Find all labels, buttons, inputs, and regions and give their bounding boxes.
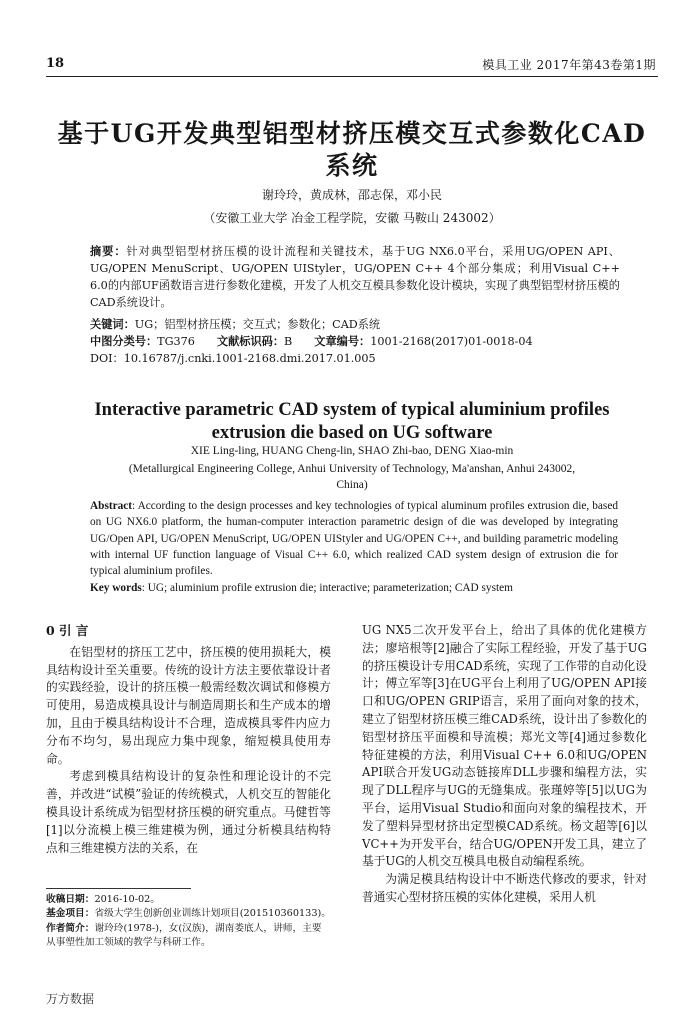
author-value: 谢玲玲(1978-)，女(汉族)，湖南娄底人，讲师，主要从事塑性加工领域的教学与科研工作。 — [46, 922, 322, 948]
doc-code-label: 文献标识码： — [216, 334, 285, 348]
body-paragraph: 在铝型材的挤压工艺中，挤压模的使用损耗大，模具结构设计至关重要。传统的设计方法主要依靠设计者的实践经验，设计的挤压模一般需经数次调试和修模方可使用，易造成模具设计与制造周期长和生产成本的增加，且由于模具结构设计不合理，造成模具零件内应力分布不均匀，易出现应力集中现象，缩短模具使用寿命。 — [46, 644, 331, 766]
body-paragraph: 为满足模具结构设计中不断迭代修改的要求，针对普通实心型材挤压模的实体化建模，采用人机 — [362, 872, 647, 904]
abstract-en-text: : According to the design processes and key technologies of typical aluminum profiles extrusion die, based on UG NX6.0 platform, the human-computer interaction parametric design of die was developed by integrating UG/Open API, UG/OPEN MenuScript, UG/OPEN UIStyler and UG/OPEN C++, and building parametric modeling with internal UF function language of Visual C++ 6.0, which realized CAD system design of extrusion die for typical aluminium profiles. — [90, 500, 618, 578]
footnote-fund — [46, 907, 331, 921]
footnotes — [46, 893, 331, 950]
classification-line — [90, 333, 650, 350]
body-column-right — [362, 622, 647, 907]
fund-label: 基金项目： — [46, 908, 95, 920]
keywords-cn-text: UG；铝型材挤压模；交互式；参数化；CAD系统 — [134, 318, 381, 331]
keywords-en-text: : UG; aluminium profile extrusion die; interactive; parameterization; CAD system — [141, 582, 513, 594]
article-no-value: 1001-2168(2017)01-0018-04 — [370, 335, 533, 348]
received-label: 收稿日期： — [46, 894, 95, 905]
keywords-en-label: Key words — [90, 582, 142, 594]
abstract-en-label: Abstract — [90, 500, 133, 512]
clc-label: 中图分类号： — [90, 334, 158, 348]
abstract-cn-label: 摘要： — [90, 244, 127, 258]
body-paragraph: UG NX5二次开发平台上，给出了具体的优化建模方法；廖培根等[2]融合了实际工程经验，开发了基于UG的挤压模设计专用CAD系统，实现了工作带的自动化设计；傅立军等[3]在UG平台上利用了UG/OPEN API接口和UG/OPEN GRIP语言，采用了面向对象的技术，建立了铝型材挤压模三维CAD系统，设计出了参数化的铝型材挤压平面模和导流模；郑光文等[4]通过参数化特征建模的方法，利用Visual C++ 6.0和UG/OPEN API联合开发UG动态链接库DLL步骤和编程方法，实现了DLL程序与UG的无缝集成。张瑾婷等[5]以UG为平台，运用Visual Studio和面向对象的编程技术，开发了塑料异型材挤出定型模CAD系统。杨文超等[6]以VC++为开发平台，结合UG/OPEN开发工具，建立了基于UG的人机交互模具电极自动编程系统。 — [362, 623, 647, 869]
footnote-author — [46, 922, 331, 951]
keywords-cn-label: 关键词： — [90, 317, 135, 331]
footnote-rule — [46, 888, 191, 889]
abstract-cn — [90, 243, 620, 311]
watermark: 万方数据 — [46, 992, 95, 1006]
page-number: 18 — [46, 56, 65, 71]
fund-value: 省级大学生创新创业训练计划项目(201510360133)。 — [94, 908, 331, 920]
section-heading: 0 引 言 — [46, 623, 89, 638]
affiliation-cn: （安徽工业大学 冶金工程学院，安徽 马鞍山 243002） — [203, 211, 501, 225]
title-en: Interactive parametric CAD system of typical aluminium profiles extrusion die based on UG software — [94, 400, 610, 443]
footnote-received — [46, 893, 331, 907]
body-paragraph: 考虑到模具结构设计的复杂性和理论设计的不完善，并改进“试模”验证的传统模式，人机交互的智能化模具设计系统成为铝型材挤压模的研究重点。马健哲等[1]以分流模上模三维建模为例，通过分析模具结构特点和三维建模方法的关系，在 — [46, 769, 331, 855]
keywords-cn — [90, 316, 620, 333]
journal-info: 模具工业 2017年第43卷第1期 — [482, 58, 656, 72]
clc-value: TG376 — [157, 335, 195, 348]
doc-code-value: B — [284, 335, 293, 348]
received-value: 2016-10-02。 — [94, 894, 160, 905]
abstract-en — [90, 498, 618, 579]
title-cn: 基于UG开发典型铝型材挤压模交互式参数化CAD系统 — [57, 119, 647, 180]
abstract-cn-text: 针对典型铝型材挤压模的设计流程和关键技术，基于UG NX6.0平台，采用UG/OPEN API、UG/OPEN MenuScript、UG/OPEN UIStyler，UG/OPEN C++ 4个部分集成；利用Visual C++ 6.0的内部UF函数语言进行参数化建模，开发了人机交互模具参数化设计模块，实现了典型铝型材挤压模的CAD系统设计。 — [90, 245, 620, 309]
keywords-en — [90, 580, 618, 596]
authors-cn: 谢玲玲，黄成林，邵志保，邓小民 — [261, 188, 442, 202]
authors-en: XIE Ling-ling, HUANG Cheng-lin, SHAO Zhi-bao, DENG Xiao-min — [190, 445, 514, 457]
doi: DOI：10.16787/j.cnki.1001-2168.dmi.2017.01.005 — [90, 352, 376, 365]
article-no-label: 文章编号： — [314, 334, 371, 348]
author-label: 作者简介： — [46, 922, 95, 934]
body-column-left — [46, 622, 331, 857]
affiliation-en: (Metallurgical Engineering College, Anhui University of Technology, Ma'anshan, Anhui 243002, China) — [128, 463, 576, 491]
header-rule — [46, 76, 658, 77]
